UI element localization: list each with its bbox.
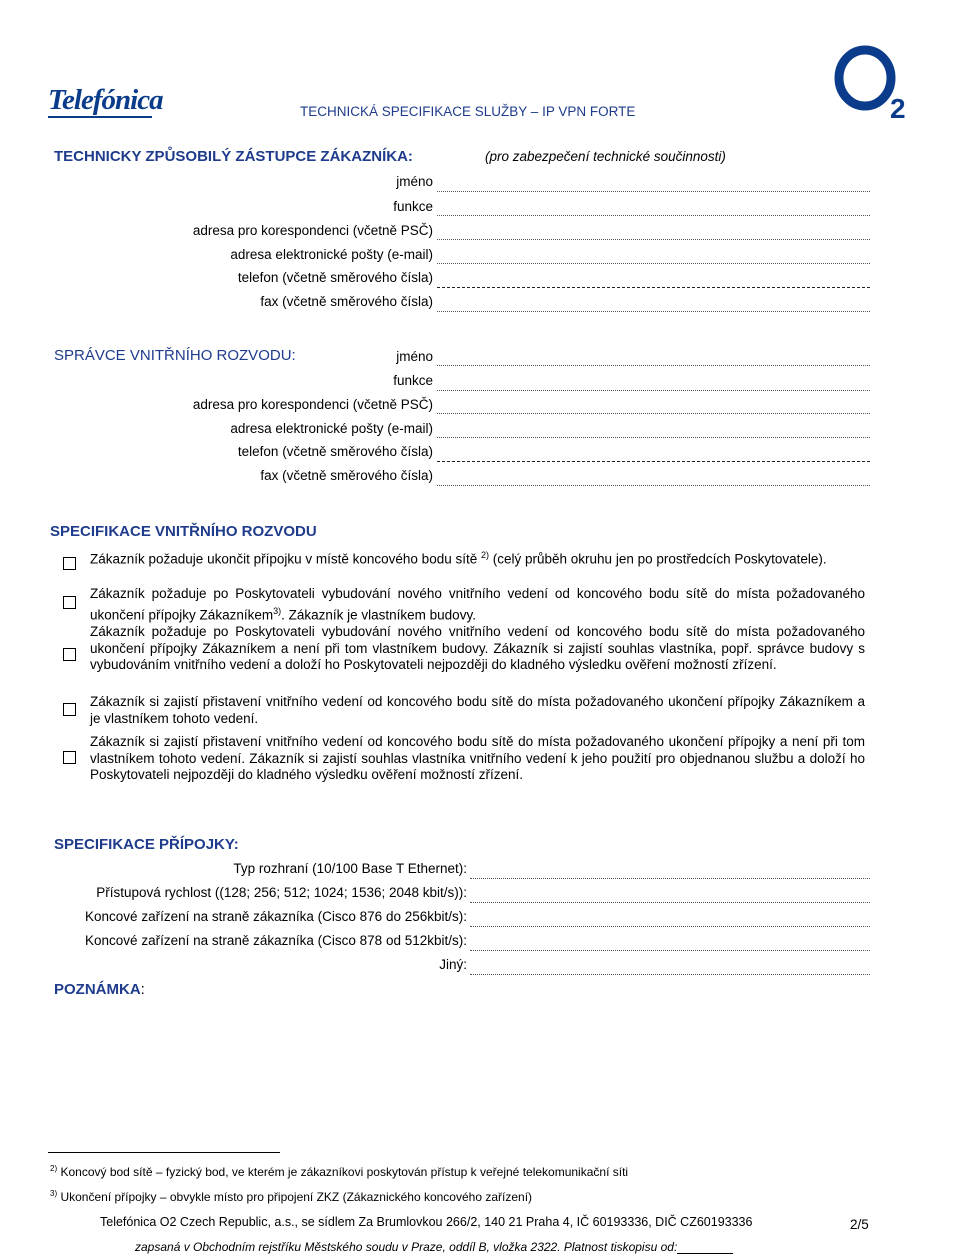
admin-field-name[interactable] — [437, 365, 870, 366]
option-2-text: Zákazník požaduje po Poskytovateli vybudování nového vnitřního vedení od koncového bodu sítě do místa požadovaného ukončení přípojky Zákazníkem$^{3)}$. Zákazník je vlastníkem budovy. — [90, 586, 865, 622]
admin-label-function: funkce — [393, 373, 433, 388]
option-5-text: Zákazník si zajistí přistavení vnitřního vedení od koncového bodu sítě do místa požadovaného ukončení přípojky a není při tom vlastníkem tohoto vedení. Zákazník si zajistí souhlas vlastníka vnitřního vedení k jeho použití pro objednanou službu a doloží ho Poskytovateli nejpozději do kladného výsledku ověření možností zřízení. — [90, 734, 865, 782]
tech-rep-field-name[interactable] — [437, 191, 870, 192]
logo-underline — [48, 116, 152, 118]
connection-field-other[interactable] — [470, 974, 870, 975]
connection-label-device-876: Koncové zařízení na straně zákazníka (Cisco 876 do 256kbit/s): — [85, 909, 467, 924]
option-1-text: Zákazník požaduje ukončit přípojku v místě koncového bodu sítě $^{2)}$ (celý průběh okruhu jen po prostředcích Poskytovatele). — [90, 550, 827, 567]
admin-field-email[interactable] — [437, 437, 870, 438]
tech-rep-note: (pro zabezpečení technické součinnosti) — [485, 149, 726, 164]
admin-field-fax[interactable] — [437, 485, 870, 486]
option-5-checkbox[interactable] — [63, 751, 76, 764]
connection-field-device-878[interactable] — [470, 950, 870, 951]
tech-rep-label-email: adresa elektronické pošty (e-mail) — [230, 247, 433, 262]
option-4-text: Zákazník si zajistí přistavení vnitřního vedení od koncového bodu sítě do místa požadovaného ukončení přípojky Zákazníkem a je vlastníkem tohoto vedení. — [90, 694, 865, 726]
registry-info: zapsaná v Obchodním rejstříku Městského soudu v Praze, oddíl B, vložka 2322. Platnost tiskopisu od: — [135, 1240, 733, 1254]
tech-rep-field-phone[interactable] — [437, 287, 870, 288]
telefonica-logo: Telefónica — [48, 84, 163, 116]
tech-rep-title: TECHNICKY ZPŮSOBILÝ ZÁSTUPCE ZÁKAZNÍKA: — [54, 148, 413, 165]
connection-label-interface: Typ rozhraní (10/100 Base T Ethernet): — [233, 861, 467, 876]
tech-rep-field-function[interactable] — [437, 215, 870, 216]
footnote-2: $^{2)}$ Koncový bod sítě – fyzický bod, ve kterém je zákazníkovi poskytován přístup k veřejné telekomunikační síti — [50, 1164, 629, 1179]
tech-rep-label-phone: telefon (včetně směrového čísla) — [237, 270, 433, 285]
admin-label-email: adresa elektronické pošty (e-mail) — [230, 421, 433, 436]
company-info: Telefónica O2 Czech Republic, a.s., se sídlem Za Brumlovkou 266/2, 140 21 Praha 4, IČ 60193336, DIČ CZ60193336 — [100, 1215, 753, 1229]
document-title: TECHNICKÁ SPECIFIKACE SLUŽBY – IP VPN FORTE — [300, 104, 636, 119]
option-4-checkbox[interactable] — [63, 703, 76, 716]
connection-field-speed[interactable] — [470, 902, 870, 903]
admin-label-address: adresa pro korespondenci (včetně PSČ) — [192, 397, 433, 412]
admin-field-function[interactable] — [437, 390, 870, 391]
admin-label-name: jméno — [396, 349, 433, 364]
tech-rep-label-name: jméno — [396, 174, 433, 189]
connection-label-device-878: Koncové zařízení na straně zákazníka (Cisco 878 od 512kbit/s): — [85, 933, 467, 948]
connection-label-speed: Přístupová rychlost ((128; 256; 512; 1024; 1536; 2048 kbit/s)): — [96, 885, 467, 900]
tech-rep-label-address: adresa pro korespondenci (včetně PSČ) — [192, 223, 433, 238]
validity-date-field[interactable] — [677, 1242, 733, 1254]
footnote-3: $^{3)}$ Ukončení přípojky – obvykle místo pro připojení ZKZ (Zákaznického koncového zařízení) — [50, 1189, 533, 1204]
admin-label-phone: telefon (včetně směrového čísla) — [237, 444, 433, 459]
page-number: 2/5 — [850, 1217, 869, 1232]
footnote-rule — [48, 1152, 280, 1153]
admin-field-address[interactable] — [437, 413, 870, 414]
option-3-text: Zákazník požaduje po Poskytovateli vybudování nového vnitřního vedení od koncového bodu sítě do místa požadovaného ukončení přípojky Zákazníkem a není při tom vlastníkem budovy. Zákazník si zajistí souhlas vlastníka, popř. správce budovy s vybudováním vnitřního vedení a doloží ho Poskytovateli nejpozději do kladného výsledku ověření možností zřízení. — [90, 624, 865, 672]
option-3-checkbox[interactable] — [63, 648, 76, 661]
tech-rep-field-address[interactable] — [437, 239, 870, 240]
admin-title: SPRÁVCE VNITŘNÍHO ROZVODU: — [54, 347, 296, 364]
tech-rep-field-email[interactable] — [437, 263, 870, 264]
connection-field-interface[interactable] — [470, 878, 870, 879]
tech-rep-field-fax[interactable] — [437, 311, 870, 312]
option-2-checkbox[interactable] — [63, 596, 76, 609]
admin-field-phone[interactable] — [437, 461, 870, 462]
tech-rep-label-function: funkce — [393, 199, 433, 214]
admin-label-fax: fax (včetně směrového čísla) — [260, 468, 433, 483]
connection-label-other: Jiný: — [439, 957, 467, 972]
tech-rep-label-fax: fax (včetně směrového čísla) — [260, 294, 433, 309]
note-label: POZNÁMKA: — [54, 981, 145, 998]
option-1-checkbox[interactable] — [63, 557, 76, 570]
o2-logo — [834, 40, 916, 129]
o2-subscript: 2 — [890, 93, 906, 124]
spec-internal-title: SPECIFIKACE VNITŘNÍHO ROZVODU — [50, 523, 317, 540]
connection-field-device-876[interactable] — [470, 926, 870, 927]
connection-title: SPECIFIKACE PŘÍPOJKY: — [54, 836, 239, 853]
